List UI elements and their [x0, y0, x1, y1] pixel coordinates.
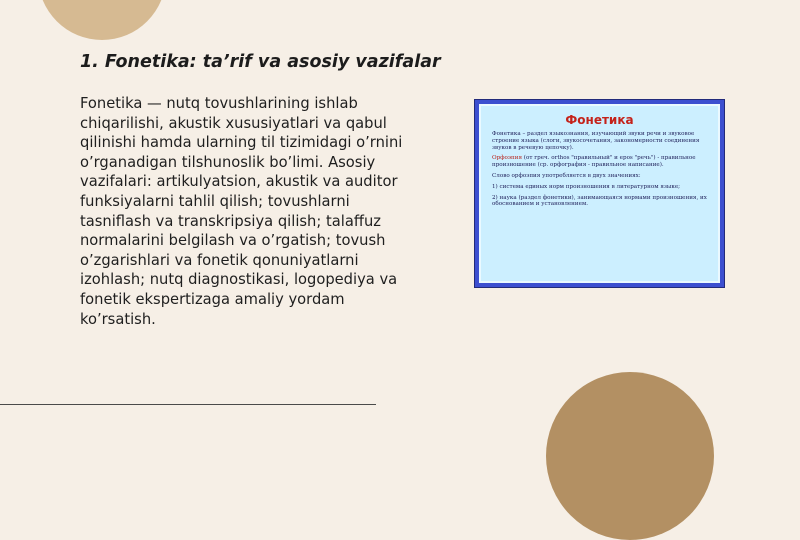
embedded-slide-paragraph: 2) наука (раздел фонетики), занимающаяся нормами произношения, их обоснованием и установлением. [492, 194, 707, 208]
divider-line [0, 404, 376, 405]
decorative-circle-bottom [546, 372, 714, 540]
decorative-circle-top [38, 0, 166, 40]
embedded-slide-definition: (от греч. orthos "правильный" и epos "речь") - правильное произношение (ср. орфография - правильное написание). [492, 155, 696, 169]
embedded-slide-term: Орфоэпия [492, 155, 523, 162]
embedded-slide-paragraph: Слово орфоэпия употребляется в двух значениях: [492, 172, 641, 179]
slide-title: 1. Fonetika: ta’rif va asosiy vazifalar [80, 52, 441, 72]
embedded-slide-image [475, 100, 724, 287]
embedded-slide-heading: Фонетика [565, 113, 634, 127]
embedded-slide-paragraph [492, 155, 707, 169]
embedded-slide-paragraph: 1) система единых норм произношения в литературном языке; [492, 183, 681, 190]
embedded-slide-panel [479, 104, 720, 283]
slide-body-text: Fonetika — nutq tovushlarining ishlab chiqarilishi, akustik xususiyatlari va qabul qilinishi hamda ularning til tizimidagi o’rnini o’rganadigan tilshunoslik bo’limi. Asosiy vazifalari: artikulyatsion, akustik va auditor funksiyalarni tahlil qilish; tovushlarni tasniflash va transkripsiya qilish; talaffuz normalarini belgilash va o’rgatish; tovush o’zgarishlari va fonetik qonuniyatlarni izohlash; nutq diagnostikasi, logopediya va fonetik ekspertizaga amaliy yordam ko’rsatish. [80, 95, 403, 328]
embedded-slide-paragraph: Фонетика – раздел языкознания, изучающий звуки речи и звуковое строение языка (слоги, звукосочетания, закономерности соединения звуков в речевую цепочку). [492, 131, 700, 151]
